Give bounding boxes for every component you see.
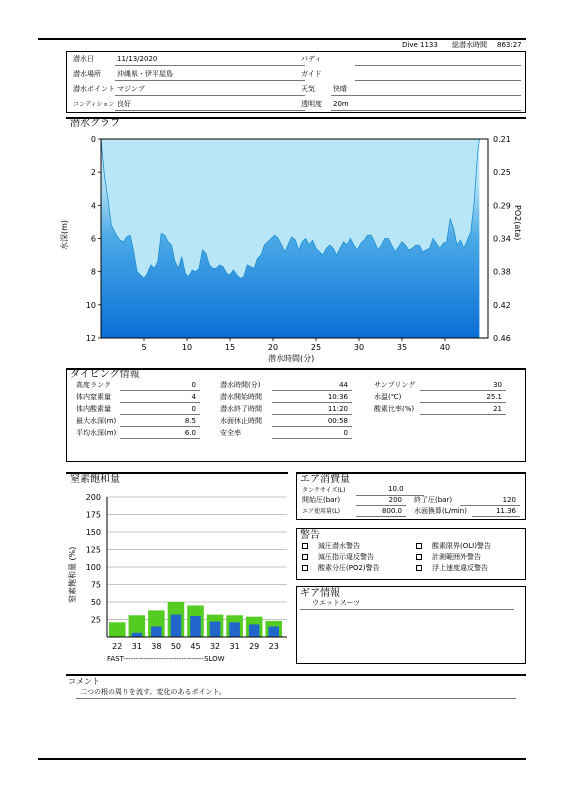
diving-left-label: 体内酸素量 [76,405,111,413]
diving-left-label: 高度ランク [76,381,111,389]
point-label: 潜水ポイント [73,85,115,93]
diving-right-value: 21 [493,405,502,413]
visibility-label: 透明度 [301,100,322,108]
diving-mid-label: 潜水終了時間 [220,405,262,413]
diving-info-title: ダイビング情報 [70,369,140,380]
surface-rate-label: 水面換算(L/min) [414,507,467,515]
diving-left-value: 0 [191,381,196,389]
comment-text: 二つの根の周りを流す。変化のあるポイント。 [80,688,226,696]
y2-tick-label: 0.25 [493,168,511,178]
diving-mid-value: 11:20 [327,405,348,413]
n2-y-tick-label: 175 [85,510,101,520]
warning-label: 計測範囲外警告 [432,553,481,561]
tank-size-value: 10.0 [388,485,404,493]
buddy-label: バディ [301,55,322,63]
warning-checkbox[interactable] [302,554,308,560]
n2-category-label: 32 [209,642,221,651]
n2-y-tick-label: 50 [90,598,101,607]
warning-label: 減圧指示違反警告 [318,553,374,561]
end-pressure-label: 終了圧(bar) [414,496,453,504]
y2-tick-label: 0.29 [493,201,511,211]
n2-category-label: 50 [170,642,182,651]
comment-title: コメント [68,677,100,686]
n2-bar-tissue [210,622,221,637]
x-tick-label: 5 [141,343,147,352]
n2-category-label: 29 [249,642,260,651]
nitrogen-saturation-chart [66,488,291,668]
warnings-title: 警告 [300,530,320,541]
y2-tick-label: 0.46 [493,334,511,343]
diving-mid-value: 44 [339,381,348,389]
y-tick-label: 4 [90,201,96,211]
warning-checkbox[interactable] [302,565,308,571]
dive-info-box [66,51,526,113]
date-label: 潜水日 [73,55,94,63]
warning-checkbox[interactable] [416,554,422,560]
y-tick-label: 0 [90,135,96,144]
diving-right-value: 30 [493,381,502,389]
condition-label: コンディション [73,101,115,108]
x-tick-label: 10 [181,343,193,352]
n2-category-label: 31 [229,642,240,651]
gear-text: ウエットスーツ [312,599,361,607]
n2-y-tick-label: 25 [90,615,101,625]
n2-y-tick-label: 100 [85,563,101,572]
gear-title: ギア情報 [300,588,340,599]
y-tick-label: 8 [90,267,96,277]
y-tick-label: 2 [90,168,96,178]
warning-label: 酸素限界(OLI)警告 [432,542,491,550]
comment-rule [66,674,526,676]
n2-y-tick-label: 125 [85,545,101,555]
diving-right-value: 25.1 [486,393,502,401]
diving-mid-label: 安全率 [220,429,241,437]
nitrogen-title: 窒素飽和量 [70,474,120,485]
n2-bar-tissue [151,627,162,638]
n2-bar-tissue [249,624,260,637]
diving-left-label: 最大水深(m) [76,417,117,425]
n2-category-label: 23 [268,642,279,651]
x-tick-label: 35 [396,343,408,352]
diving-left-value: 8.5 [184,417,196,425]
y2-tick-label: 0.34 [493,234,511,244]
diving-right-label: 酸素比率(%) [374,405,415,413]
n2-category-label: 38 [151,642,162,651]
start-pressure-value: 200 [388,496,402,504]
x-tick-label: 15 [224,343,236,352]
y-tick-label: 12 [85,334,96,343]
diving-left-label: 平均水深(m) [76,429,117,437]
n2-category-label: 45 [190,642,201,651]
surface-rate-value: 11.36 [495,507,516,515]
x-tick-label: 25 [310,343,322,352]
diving-mid-value: 0 [343,429,348,437]
tank-size-label: タンクサイズ(L) [302,487,346,494]
point-value: マジンプ [117,85,145,93]
dive-number: Dive 1133 [402,41,438,49]
place-label: 潜水場所 [73,70,101,78]
diving-mid-label: 潜水時間(分) [220,381,261,389]
n2-y-tick-label: 75 [90,580,101,590]
start-pressure-label: 開始圧(bar) [302,496,341,504]
weather-value: 快晴 [333,85,347,93]
n2-bar-tissue [229,622,240,637]
y2-tick-label: 0.42 [493,300,511,310]
x-axis-label: 潜水時間(分) [268,354,315,363]
warning-checkbox[interactable] [416,565,422,571]
place-value: 沖縄県・伊平屋島 [117,70,173,78]
graph-top-rule [66,117,526,119]
total-dive-time: 863:27 [497,41,522,49]
y-tick-label: 6 [90,234,96,244]
diving-right-label: 水温(℃) [374,393,402,401]
diving-left-label: 体内窒素量 [76,393,111,401]
top-rule [38,38,526,40]
bottom-rule [38,758,526,760]
n2-bar-tissue [268,627,279,638]
n2-bar-total [109,622,126,637]
warning-checkbox[interactable] [302,543,308,549]
date-value: 11/13/2020 [117,55,158,63]
air-used-value: 800.0 [381,507,402,515]
nitrogen-y-label: 窒素飽和量 (%) [68,546,77,603]
diving-mid-value: 00:58 [327,417,348,425]
weather-label: 天気 [301,85,315,93]
n2-bar-tissue [132,633,143,637]
diving-left-value: 0 [191,405,196,413]
condition-value: 良好 [117,100,131,108]
y2-tick-label: 0.21 [493,135,511,144]
n2-category-label: 22 [112,642,123,651]
x-tick-label: 40 [439,343,451,352]
fast-slow-caption: FAST--------------------------------SLOW [107,655,225,663]
dive-profile-chart [66,130,556,365]
visibility-value: 20m [333,100,349,108]
n2-bar-tissue [190,616,201,637]
total-dive-time-label: 総潜水時間 [452,41,487,49]
y-tick-label: 10 [85,300,96,310]
diving-left-value: 6.0 [184,429,196,437]
dive-graph-title: 潜水グラフ [70,118,120,129]
n2-category-label: 31 [131,642,142,651]
warning-label: 浮上速度違反警告 [432,564,488,572]
x-tick-label: 20 [267,343,279,352]
y2-axis-label: PO2(ata) [513,205,522,241]
air-used-label: エア使用量(L) [302,508,341,515]
diving-mid-value: 10:36 [327,393,348,401]
warning-checkbox[interactable] [416,543,422,549]
n2-y-tick-label: 200 [85,493,101,502]
diving-right-label: サンプリング [374,381,416,389]
warning-label: 酸素分圧(PO2)警告 [318,564,380,572]
diving-left-value: 4 [191,393,196,401]
diving-mid-label: 水面休止時間 [220,417,262,425]
diving-info-box [66,369,526,462]
n2-y-tick-label: 150 [85,528,101,537]
guide-label: ガイド [301,70,322,78]
diving-mid-label: 潜水開始時間 [220,393,262,401]
y-axis-label: 水深(m) [60,219,69,250]
air-title: エア消費量 [300,474,350,485]
end-pressure-value: 120 [502,496,516,504]
x-tick-label: 30 [353,343,365,352]
warning-label: 減圧潜水警告 [318,542,360,550]
n2-bar-tissue [171,615,182,637]
y2-tick-label: 0.38 [493,267,511,277]
